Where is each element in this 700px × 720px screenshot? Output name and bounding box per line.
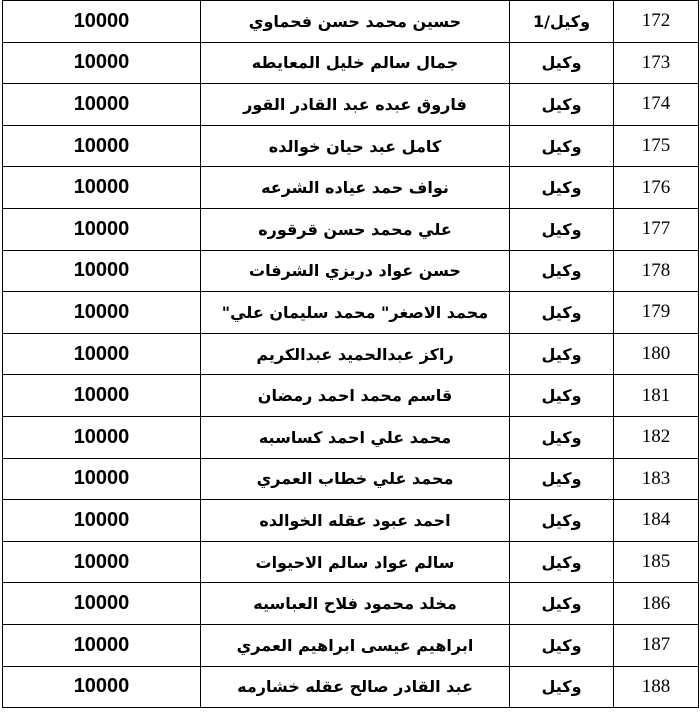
table-row — [3, 541, 699, 583]
amount-cell: 10000 — [3, 666, 201, 708]
name-cell: جمال سالم خليل المعايطه — [201, 42, 510, 84]
table-row — [3, 292, 699, 334]
personnel-table — [2, 0, 699, 708]
table-row — [3, 208, 699, 250]
number-cell: 179 — [614, 292, 699, 334]
amount-cell: 10000 — [3, 583, 201, 625]
amount-cell: 10000 — [3, 42, 201, 84]
name-cell: فاروق عبده عبد القادر القور — [201, 84, 510, 126]
rank-cell: وكيل — [510, 500, 614, 542]
name-cell: نواف حمد عياده الشرعه — [201, 167, 510, 209]
table-row — [3, 375, 699, 417]
table-row — [3, 583, 699, 625]
table-row — [3, 84, 699, 126]
table-row — [3, 1, 699, 43]
table-row — [3, 125, 699, 167]
rank-cell: وكيل — [510, 250, 614, 292]
number-cell: 177 — [614, 208, 699, 250]
amount-cell: 10000 — [3, 500, 201, 542]
amount-cell: 10000 — [3, 375, 201, 417]
table-row — [3, 167, 699, 209]
number-cell: 174 — [614, 84, 699, 126]
rank-cell: وكيل — [510, 42, 614, 84]
name-cell: احمد عبود عقله الخوالده — [201, 500, 510, 542]
name-cell: محمد الاصغر" محمد سليمان علي" — [201, 292, 510, 334]
amount-cell: 10000 — [3, 333, 201, 375]
number-cell: 178 — [614, 250, 699, 292]
name-cell: راكز عبدالحميد عبدالكريم — [201, 333, 510, 375]
number-cell: 187 — [614, 624, 699, 666]
table-row — [3, 333, 699, 375]
amount-cell: 10000 — [3, 250, 201, 292]
rank-cell: وكيل — [510, 666, 614, 708]
name-cell: حسن عواد دريزي الشرفات — [201, 250, 510, 292]
name-cell: محمد علي احمد كساسبه — [201, 416, 510, 458]
name-cell: عبد القادر صالح عقله خشارمه — [201, 666, 510, 708]
rank-cell: وكيل — [510, 541, 614, 583]
rank-cell: وكيل — [510, 458, 614, 500]
amount-cell: 10000 — [3, 208, 201, 250]
number-cell: 180 — [614, 333, 699, 375]
name-cell: كامل عبد حيان خوالده — [201, 125, 510, 167]
number-cell: 175 — [614, 125, 699, 167]
number-cell: 184 — [614, 500, 699, 542]
amount-cell: 10000 — [3, 292, 201, 334]
number-cell: 176 — [614, 167, 699, 209]
name-cell: محمد علي خطاب العمري — [201, 458, 510, 500]
name-cell: علي محمد حسن قرقوره — [201, 208, 510, 250]
name-cell: ابراهيم عيسى ابراهيم العمري — [201, 624, 510, 666]
table-body — [3, 1, 699, 708]
number-cell: 185 — [614, 541, 699, 583]
number-cell: 182 — [614, 416, 699, 458]
number-cell: 188 — [614, 666, 699, 708]
rank-cell: وكيل — [510, 208, 614, 250]
amount-cell: 10000 — [3, 416, 201, 458]
amount-cell: 10000 — [3, 541, 201, 583]
rank-cell: وكيل — [510, 624, 614, 666]
number-cell: 173 — [614, 42, 699, 84]
amount-cell: 10000 — [3, 125, 201, 167]
rank-cell: وكيل — [510, 292, 614, 334]
number-cell: 186 — [614, 583, 699, 625]
amount-cell: 10000 — [3, 458, 201, 500]
amount-cell: 10000 — [3, 167, 201, 209]
table-row — [3, 666, 699, 708]
rank-cell: وكيل — [510, 583, 614, 625]
name-cell: سالم عواد سالم الاحيوات — [201, 541, 510, 583]
number-cell: 172 — [614, 1, 699, 43]
rank-cell: وكيل — [510, 416, 614, 458]
rank-cell: وكيل — [510, 375, 614, 417]
number-cell: 183 — [614, 458, 699, 500]
rank-cell: وكيل — [510, 167, 614, 209]
rank-cell: وكيل — [510, 125, 614, 167]
table-row — [3, 42, 699, 84]
rank-cell: وكيل — [510, 333, 614, 375]
table-row — [3, 500, 699, 542]
name-cell: قاسم محمد احمد رمضان — [201, 375, 510, 417]
table-row — [3, 458, 699, 500]
table-row — [3, 624, 699, 666]
name-cell: مخلد محمود فلاح العباسيه — [201, 583, 510, 625]
rank-cell: وكيل — [510, 84, 614, 126]
table-row — [3, 416, 699, 458]
amount-cell: 10000 — [3, 624, 201, 666]
amount-cell: 10000 — [3, 84, 201, 126]
name-cell: حسين محمد حسن فحماوي — [201, 1, 510, 43]
table-row — [3, 250, 699, 292]
number-cell: 181 — [614, 375, 699, 417]
amount-cell: 10000 — [3, 1, 201, 43]
rank-cell: وكيل/1 — [510, 1, 614, 43]
